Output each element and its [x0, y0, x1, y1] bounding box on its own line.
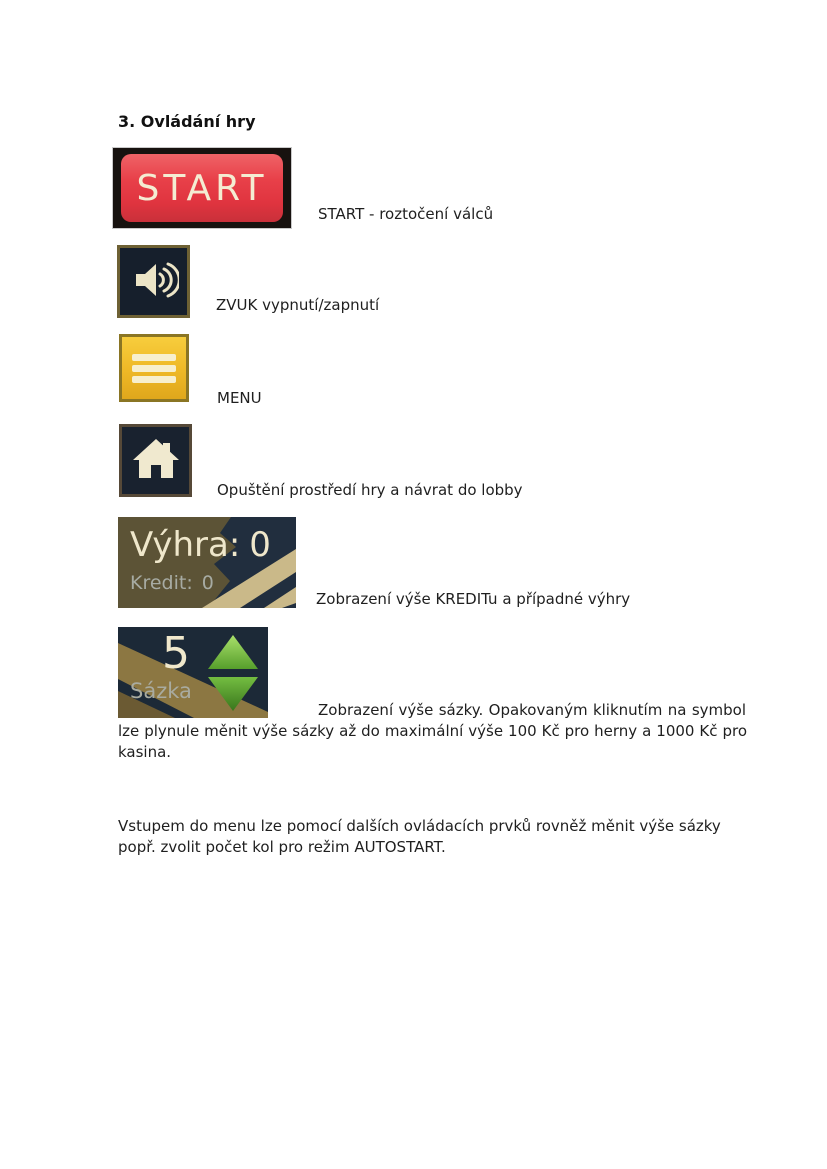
bet-display-image	[118, 627, 268, 718]
win-amount	[130, 525, 271, 565]
start-button-image	[113, 148, 291, 228]
bet-caption-line2: lze plynule měnit výše sázky až do maximální výše 100 Kč pro herny a 1000 Kč pro	[118, 722, 747, 740]
start-button	[121, 154, 283, 222]
sound-caption: ZVUK vypnutí/zapnutí	[216, 296, 380, 314]
bet-arrows	[206, 633, 260, 713]
start-caption: START - roztočení válců	[318, 205, 494, 223]
win-value: 0	[249, 525, 271, 565]
win-credit-display-image	[118, 517, 296, 608]
autostart-paragraph: Vstupem do menu lze pomocí dalších ovládacích prvků rovněž měnit výše sázky popř. zvolit počet kol pro režim AUTOSTART.	[118, 817, 721, 856]
bet-up-arrow-icon	[208, 635, 258, 669]
bet-caption-line1: Zobrazení výše sázky. Opakovaným kliknutím na symbol	[318, 701, 746, 719]
bet-caption-line3: kasina.	[118, 743, 172, 761]
credit-value: 0	[201, 572, 214, 594]
section-heading: 3. Ovládání hry	[118, 112, 256, 131]
credit-caption: Zobrazení výše KREDITu a případné výhry	[316, 590, 631, 608]
start-button-label: START	[136, 167, 268, 209]
hamburger-menu-icon	[132, 350, 176, 387]
home-caption: Opuštění prostředí hry a návrat do lobby	[217, 481, 523, 499]
bet-value: 5	[162, 628, 190, 679]
home-icon	[130, 435, 182, 487]
credit-label: Kredit:	[130, 572, 193, 594]
home-button-image	[119, 424, 192, 497]
credit-amount	[130, 572, 214, 594]
bet-label: Sázka	[130, 679, 192, 703]
sound-button-image	[117, 245, 190, 318]
bet-down-arrow-icon	[208, 677, 258, 711]
menu-button-image	[119, 334, 189, 402]
speaker-sound-icon	[129, 256, 179, 308]
win-label: Výhra:	[130, 525, 241, 565]
menu-caption: MENU	[217, 389, 262, 407]
